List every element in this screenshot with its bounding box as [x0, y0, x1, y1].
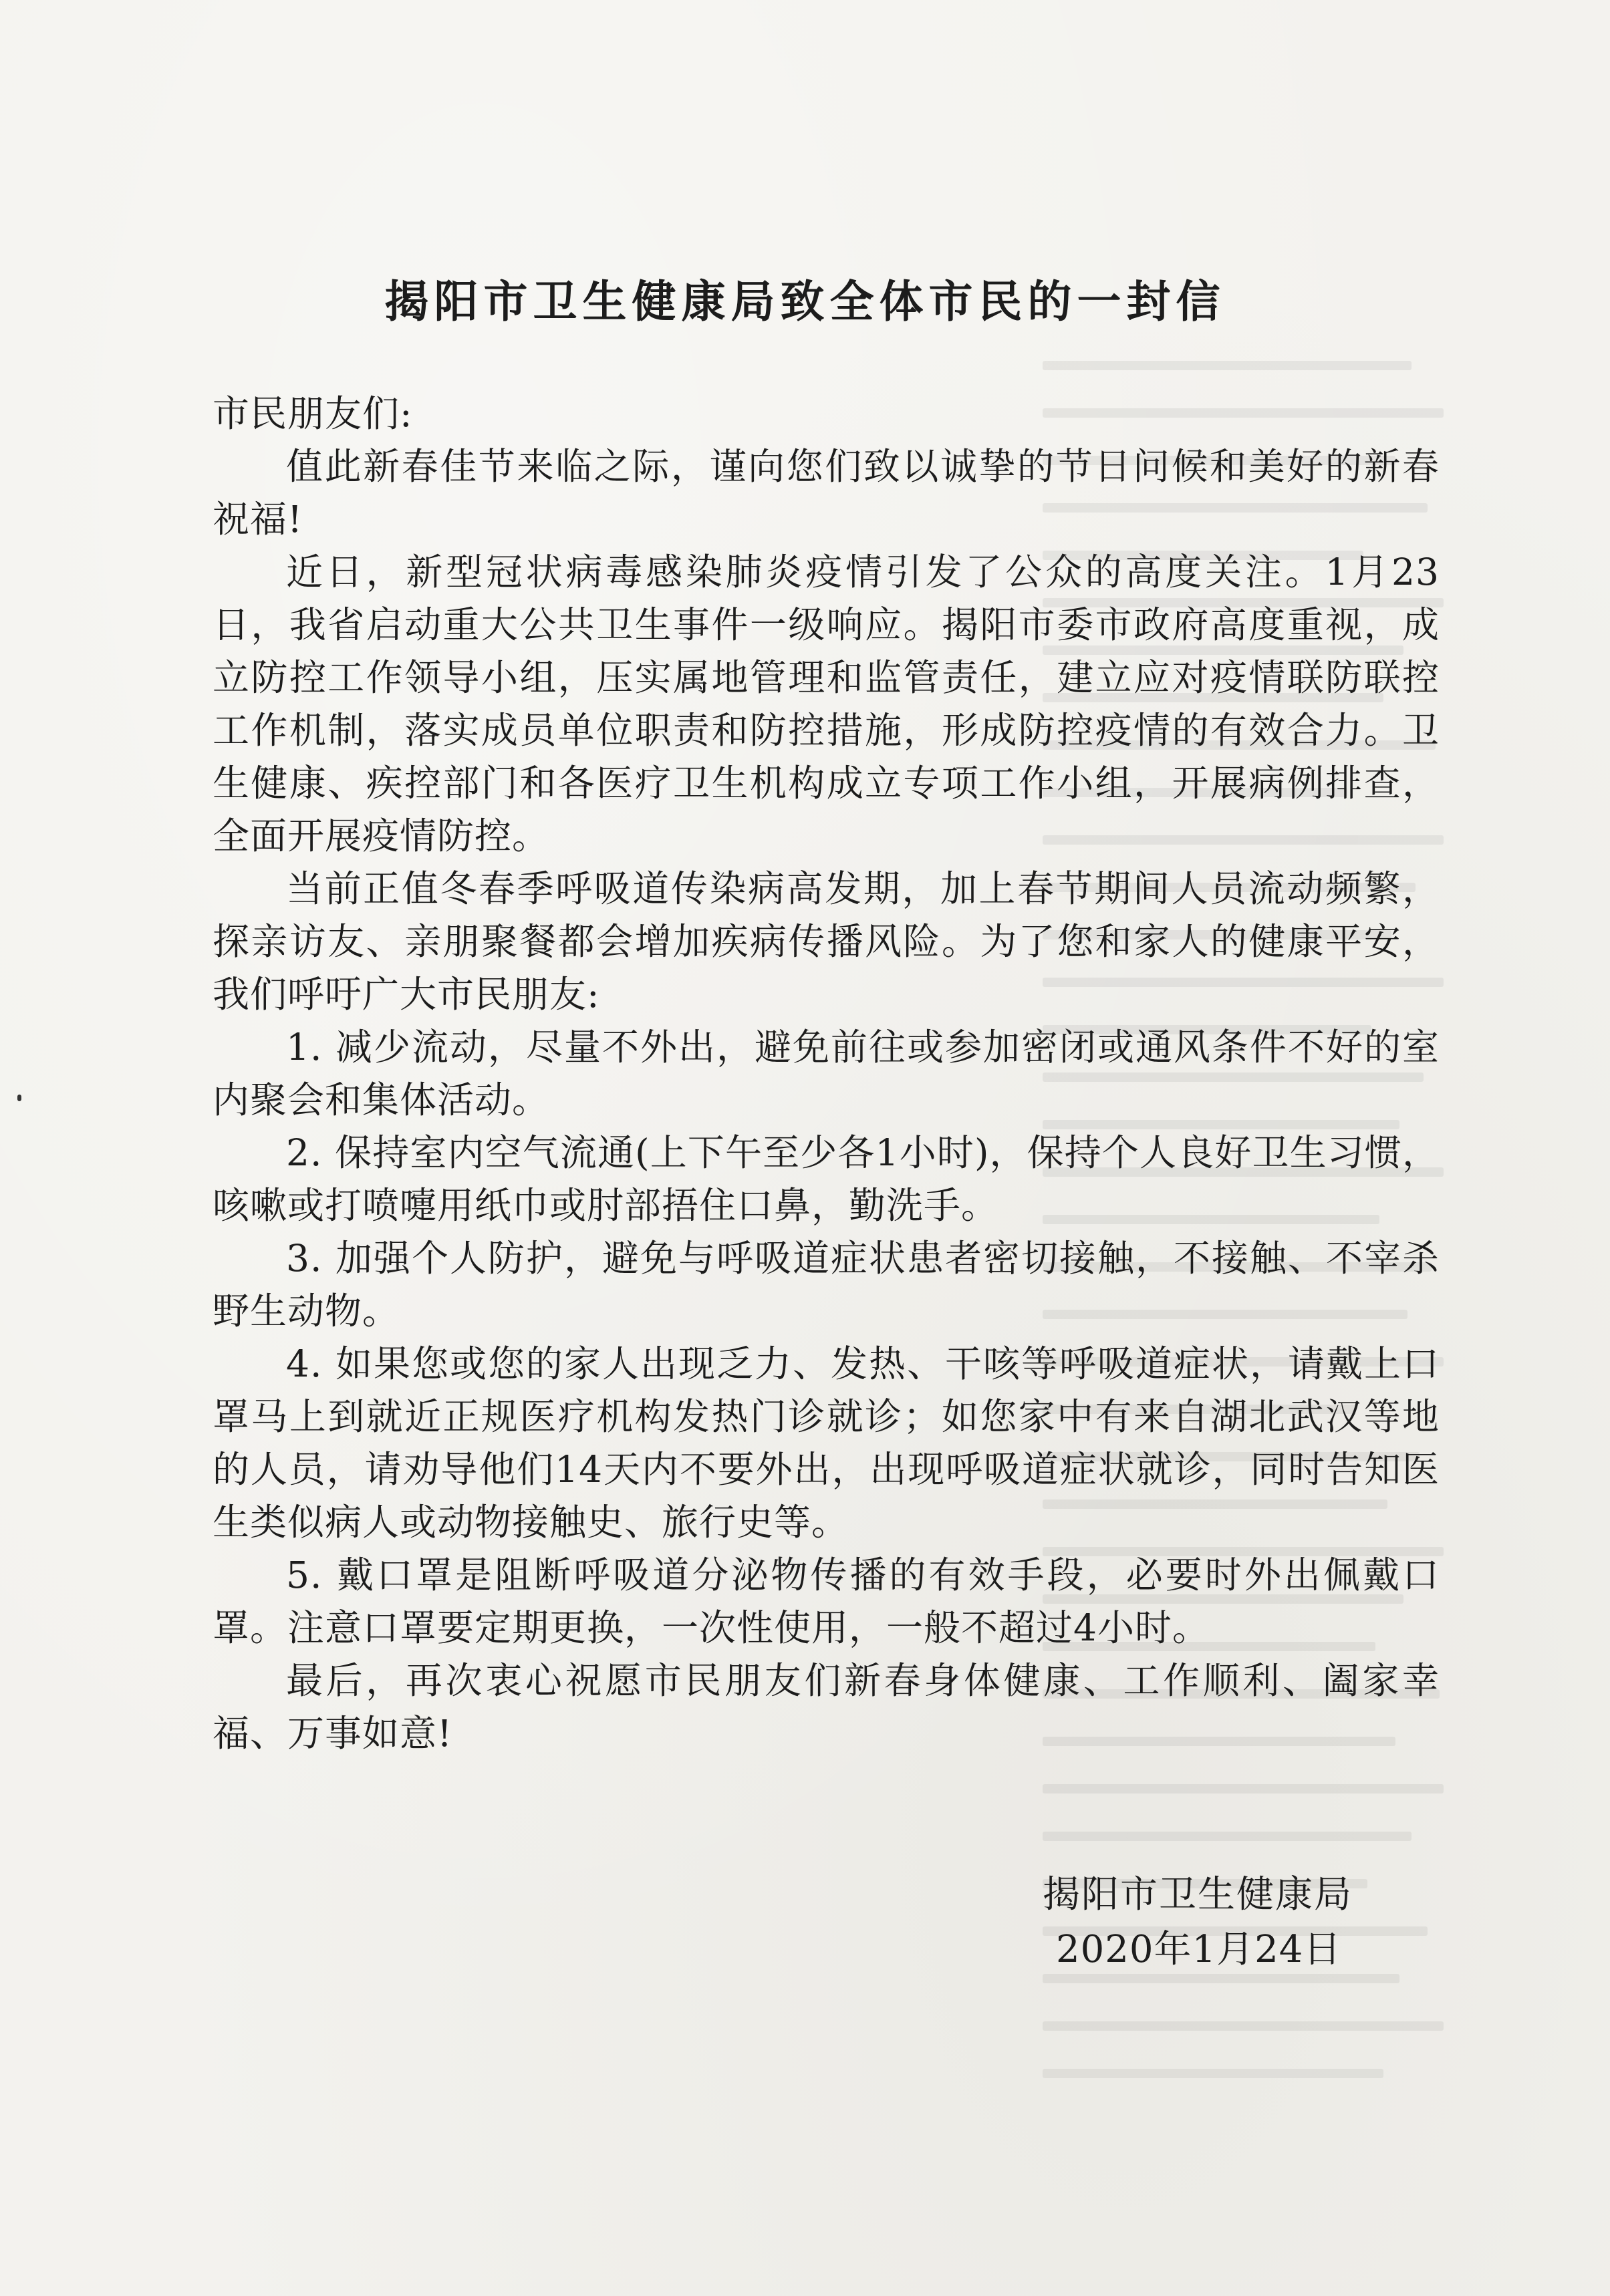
signature-organization: 揭阳市卫生健康局	[1043, 1873, 1353, 1916]
salutation: 市民朋友们:	[213, 392, 413, 435]
advice-item-1: 1. 减少流动，尽量不外出，避免前往或参加密闭或通风条件不好的室内聚会和集体活动。	[213, 1026, 1440, 1121]
letter-title: 揭阳市卫生健康局致全体市民的一封信	[384, 275, 1226, 327]
signature-block	[1043, 1868, 1353, 1977]
advice-item-5: 5. 戴口罩是阻断呼吸道分泌物传播的有效手段，必要时外出佩戴口罩。注意口罩要定期更换，一次性使用，一般不超过4小时。	[213, 1554, 1440, 1649]
paragraph-situation: 近日，新型冠状病毒感染肺炎疫情引发了公众的高度关注。1月23日，我省启动重大公共卫生事件一级响应。揭阳市委市政府高度重视，成立防控工作领导小组，压实属地管理和监管责任，建立应对疫情联防联控工作机制，落实成员单位职责和防控措施，形成防控疫情的有效合力。卫生健康、疾控部门和各医疗卫生机构成立专项工作小组，开展病例排查，全面开展疫情防控。	[213, 551, 1440, 857]
paragraph-appeal: 当前正值冬春季呼吸道传染病高发期，加上春节期间人员流动频繁，探亲访友、亲朋聚餐都会增加疾病传播风险。为了您和家人的健康平安，我们呼吁广大市民朋友:	[213, 867, 1440, 1016]
paragraph-greeting: 值此新春佳节来临之际，谨向您们致以诚挚的节日问候和美好的新春祝福!	[213, 445, 1440, 541]
scan-speck	[17, 1095, 21, 1101]
advice-item-4: 4. 如果您或您的家人出现乏力、发热、干咳等呼吸道症状，请戴上口罩马上到就近正规医疗机构发热门诊就诊；如您家中有来自湖北武汉等地的人员，请劝导他们14天内不要外出，出现呼吸道症状就诊，同时告知医生类似病人或动物接触史、旅行史等。	[213, 1342, 1440, 1544]
paragraph-closing: 最后，再次衷心祝愿市民朋友们新春身体健康、工作顺利、阖家幸福、万事如意!	[213, 1659, 1440, 1755]
letter-body	[213, 388, 1440, 1760]
advice-item-2: 2. 保持室内空气流通(上下午至少各1小时)，保持个人良好卫生习惯，咳嗽或打喷嚏用纸巾或肘部捂住口鼻，勤洗手。	[213, 1131, 1440, 1227]
signature-date: 2020年1月24日	[1056, 1928, 1342, 1971]
advice-item-3: 3. 加强个人防护，避免与呼吸道症状患者密切接触，不接触、不宰杀野生动物。	[213, 1237, 1440, 1332]
